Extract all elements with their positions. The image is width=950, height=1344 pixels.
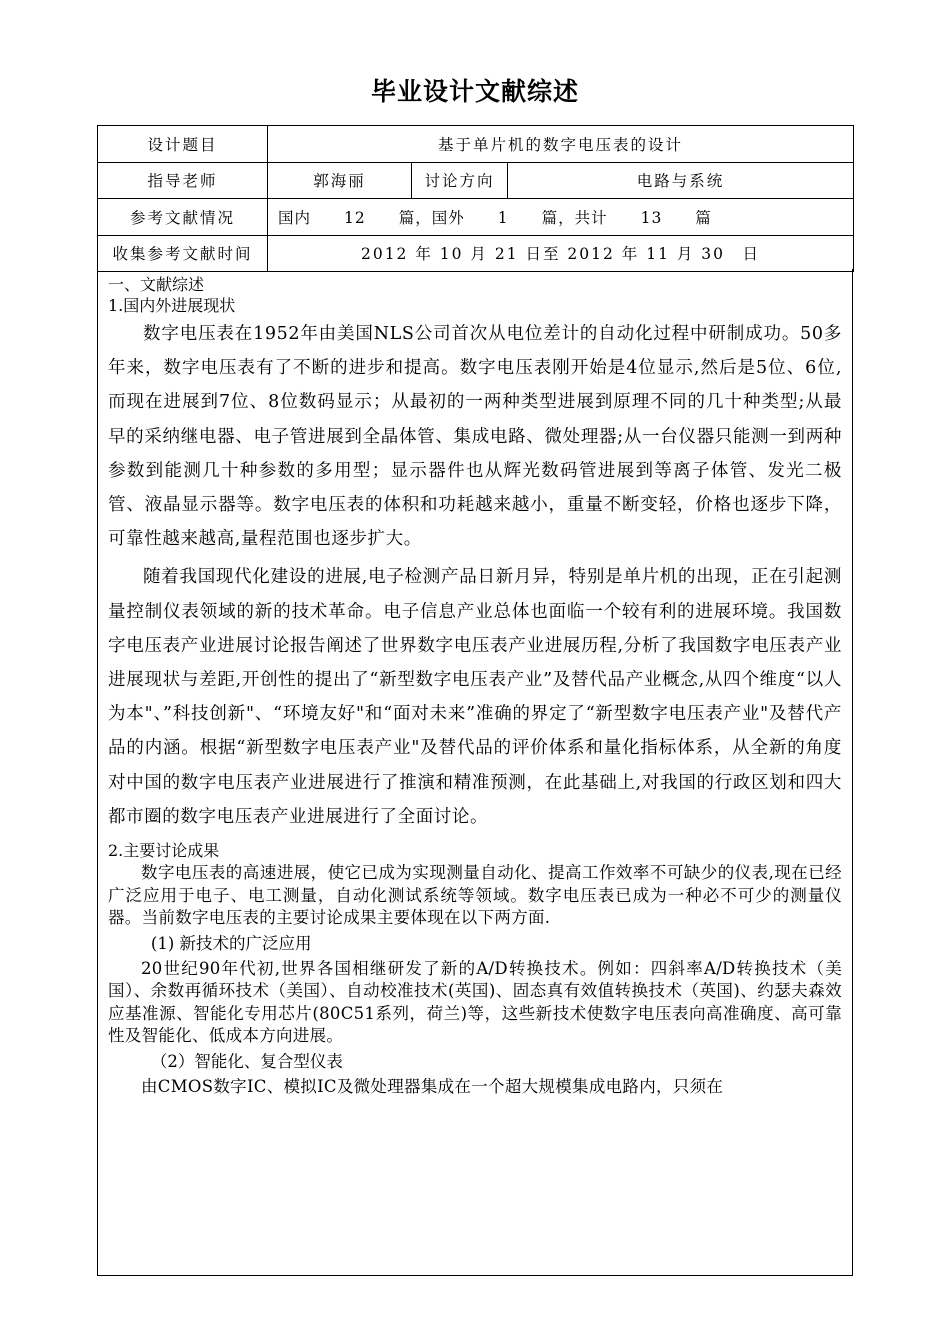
table-row bbox=[98, 126, 854, 163]
item-heading-1: (1) 新技术的广泛应用 bbox=[150, 933, 312, 953]
document-title: 毕业设计文献综述 bbox=[370, 77, 579, 106]
direction-label: 讨论方向 bbox=[412, 162, 508, 199]
topic-label: 设计题目 bbox=[98, 126, 268, 163]
item-heading-2: （2）智能化、复合型仪表 bbox=[150, 1051, 343, 1071]
advisor-label: 指导老师 bbox=[98, 162, 268, 199]
subsection-heading-2: 2.主要讨论成果 bbox=[108, 841, 220, 861]
paragraph-4: 20世纪90年代初,世界各国相继研发了新的A/D转换技术。例如：四斜率A/D转换技术（美国）、余数再循环技术（美国）、自动校准技术(英国)、固态真有效值转换技术（英国)、约瑟夫森效应基准源、智能化专用芯片(80C51系列，荷兰)等，这些新技术使数字电压表向高准确度、高可靠性及智能化、低成本方向进展。 bbox=[108, 958, 842, 1046]
table-row bbox=[98, 235, 854, 272]
advisor-value: 郭海丽 bbox=[268, 162, 412, 199]
direction-value: 电路与系统 bbox=[508, 162, 854, 199]
paragraph-1: 数字电压表在1952年由美国NLS公司首次从电位差计的自动化过程中研制成功。50多年来，数字电压表有了不断的进步和提高。数字电压表刚开始是4位显示,然后是5位、6位,而现在进展到7位、8位数码显示；从最初的一两种类型进展到原理不同的几十种类型;从最早的采纳继电器、电子管进展到全晶体管、集成电路、微处理器;从一台仪器只能测一到两种参数到能测几十种参数的多用型；显示器件也从辉光数码管进展到等离子体管、发光二极管、液晶显示器等。数字电压表的体积和功耗越来越小，重量不断变轻，价格也逐步下降，可靠性越来越高,量程范围也逐步扩大。 bbox=[108, 324, 842, 550]
time-label: 收集参考文献时间 bbox=[98, 235, 268, 272]
time-value: 2012 年 10 月 21 日至 2012 年 11 月 30 日 bbox=[268, 235, 854, 272]
review-body bbox=[97, 269, 853, 1276]
paragraph-2: 随着我国现代化建设的进展,电子检测产品日新月异，特别是单片机的出现，正在引起测量控制仪表领域的新的技术革命。电子信息产业总体也面临一个较有利的进展环境。我国数字电压表产业进展讨论报告阐述了世界数字电压表产业进展历程,分析了我国数字电压表产业进展现状与差距,开创性的提出了“新型数字电压表产业”及替代品产业概念,从四个维度“以人为本"、”科技创新"、“环境友好"和“面对未来”准确的界定了“新型数字电压表产业"及替代产品的内涵。根据“新型数字电压表产业"及替代品的评价体系和量化指标体系，从全新的角度对中国的数字电压表产业进展进行了推演和精准预测，在此基础上,对我国的行政区划和四大都市圈的数字电压表产业进展进行了全面讨论。 bbox=[108, 567, 842, 827]
refs-value: 国内 12 篇，国外 1 篇，共计 13 篇 bbox=[268, 199, 854, 236]
table-row bbox=[98, 162, 854, 199]
info-table bbox=[97, 125, 854, 272]
section-heading: 一、文献综述 bbox=[108, 275, 205, 294]
paragraph-5: 由CMOS数字IC、模拟IC及微处理器集成在一个超大规模集成电路内，只须在 bbox=[141, 1076, 724, 1096]
paragraph-3: 数字电压表的高速进展，使它已成为实现测量自动化、提高工作效率不可缺少的仪表,现在已经广泛应用于电子、电工测量，自动化测试系统等领域。数字电压表已成为一种必不可少的测量仪器。当前数字电压表的主要讨论成果主要体现在以下两方面. bbox=[108, 863, 842, 928]
refs-label: 参考文献情况 bbox=[98, 199, 268, 236]
table-row bbox=[98, 199, 854, 236]
subsection-heading-1: 1.国内外进展现状 bbox=[108, 296, 236, 315]
topic-value: 基于单片机的数字电压表的设计 bbox=[268, 126, 854, 163]
